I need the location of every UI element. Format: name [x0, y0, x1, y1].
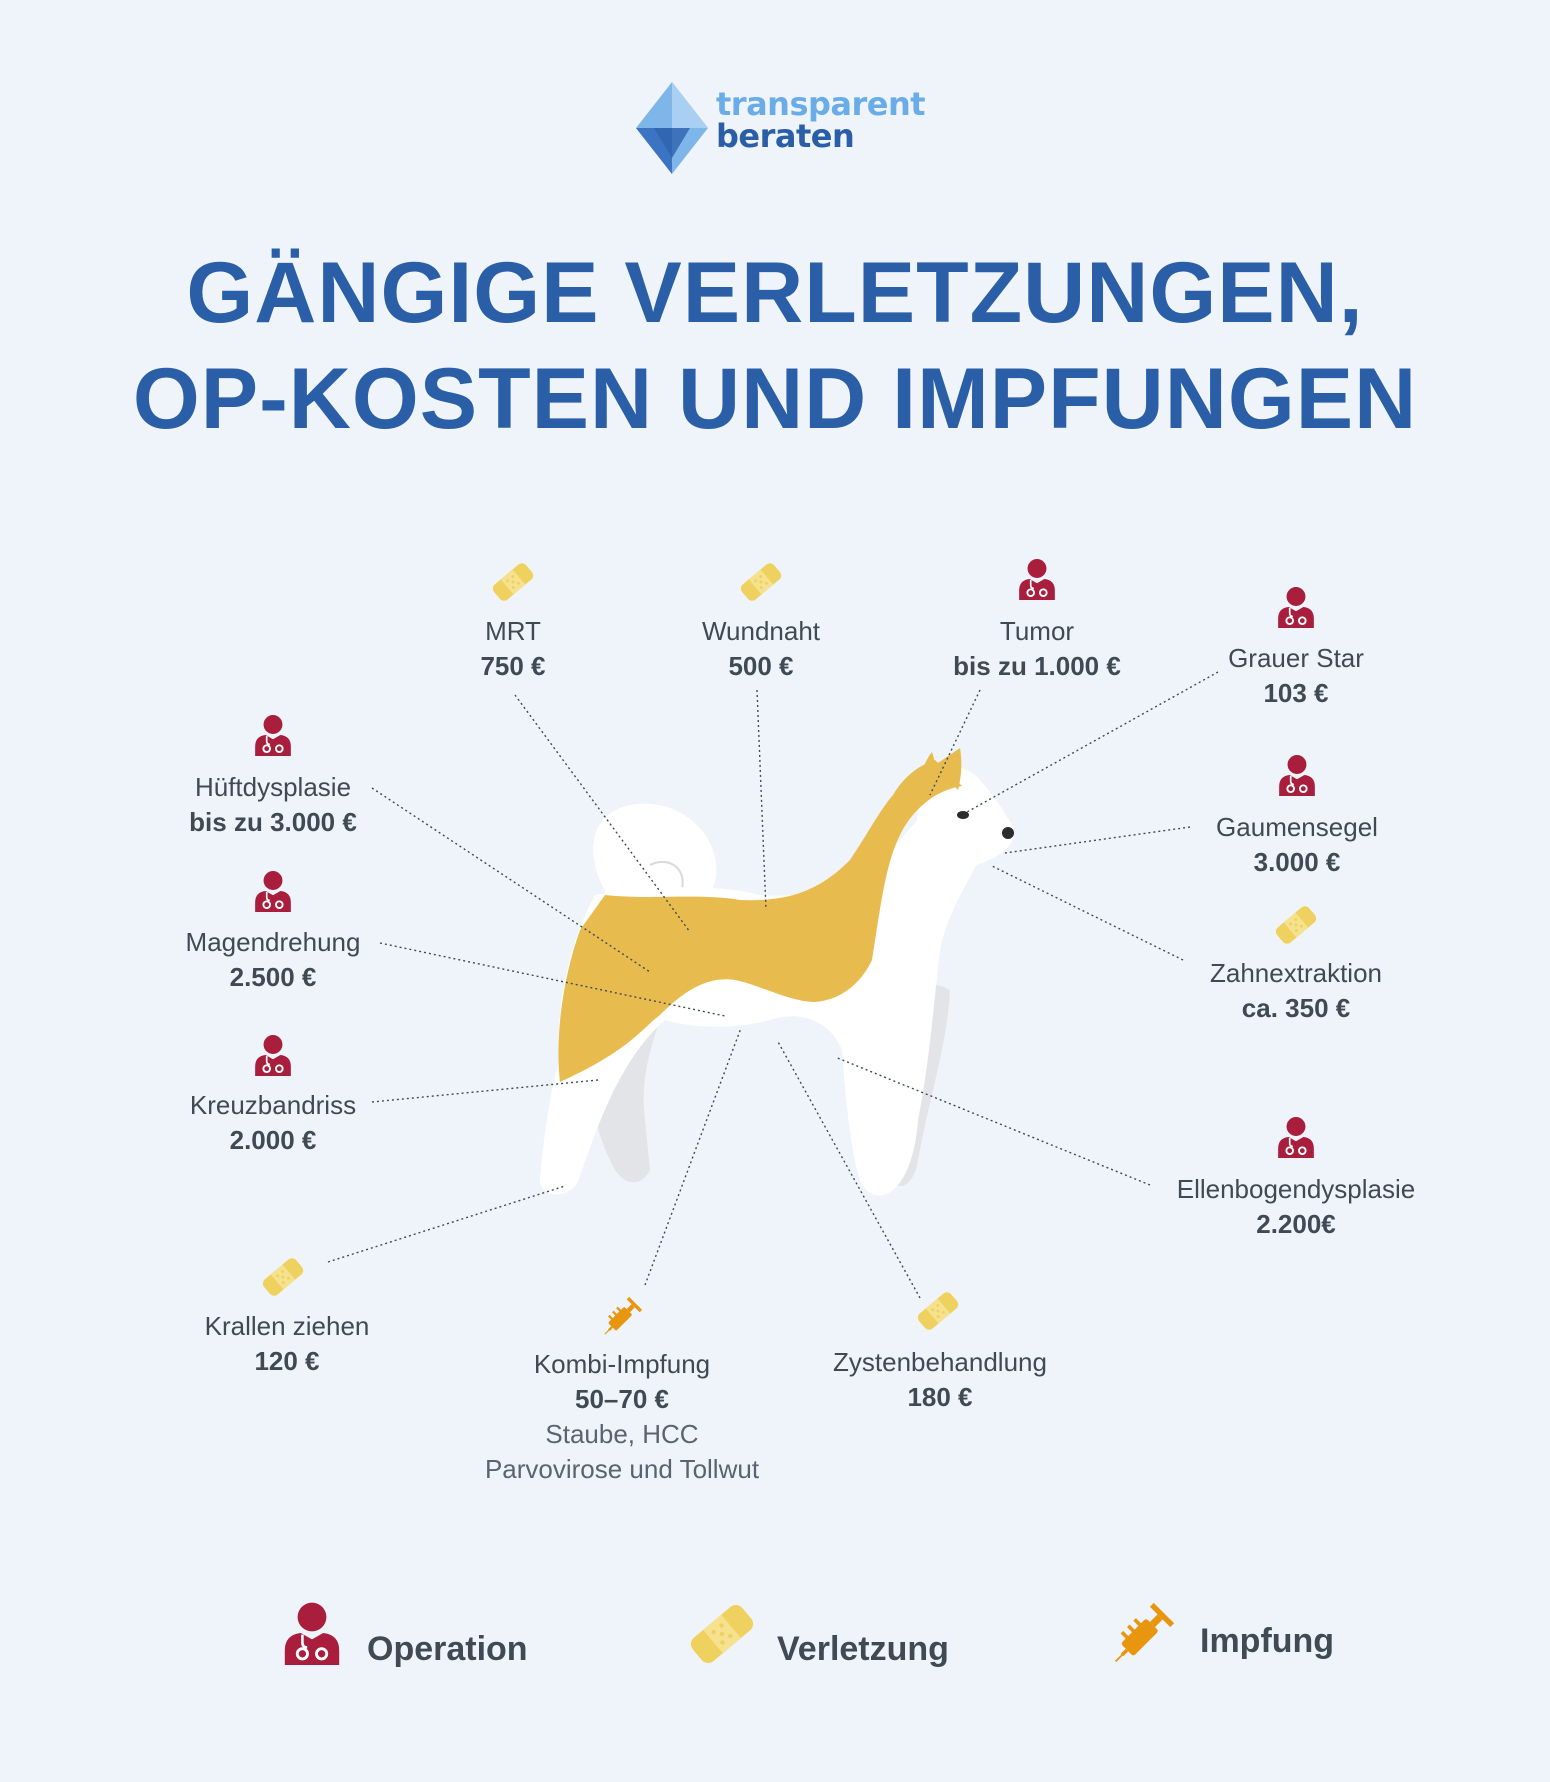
- logo-line-1: transparent: [716, 85, 926, 123]
- item-magendrehung: [153, 925, 393, 995]
- legend-syringe-icon: [1105, 1600, 1177, 1672]
- dog-eye: [957, 811, 969, 819]
- item-price: 120 €: [254, 1346, 320, 1376]
- item-price: 750 €: [480, 651, 546, 681]
- logo-line-2: beraten: [716, 117, 855, 155]
- krallen-ziehen-bandage-icon: [261, 1255, 305, 1299]
- item-label: Tumor: [999, 616, 1075, 646]
- mrt-bandage-icon: [491, 560, 535, 604]
- item-label: Wundnaht: [701, 616, 821, 646]
- item-price: 3.000 €: [1253, 847, 1341, 877]
- item-kombi-impfung: [472, 1347, 772, 1487]
- item-label: MRT: [485, 616, 541, 646]
- item-price: 180 €: [907, 1382, 973, 1412]
- item-label: Zahnextraktion: [1210, 958, 1382, 988]
- item-ellenbogendysplasie: [1146, 1172, 1446, 1242]
- item-price: ca. 350 €: [1241, 993, 1351, 1023]
- item-tumor: [917, 614, 1157, 684]
- ellenbogendysplasie-doctor-icon: [1275, 1116, 1317, 1158]
- item-label: Magendrehung: [185, 927, 361, 957]
- item-zahnextraktion: [1176, 956, 1416, 1026]
- item-note: Staube, HCC: [545, 1419, 699, 1449]
- line-gaumensegel: [1005, 827, 1190, 853]
- legend-operation: Operation: [367, 1630, 528, 1668]
- item-grauer-star: [1176, 641, 1416, 711]
- dog-nose: [1002, 827, 1014, 839]
- item-gaumensegel: [1177, 810, 1417, 880]
- item-label: Kombi-Impfung: [533, 1349, 711, 1379]
- item-price: bis zu 1.000 €: [953, 651, 1121, 681]
- legend-bandage-icon: [688, 1600, 756, 1668]
- zystenbehandlung-bandage-icon: [916, 1289, 960, 1333]
- item-price: 103 €: [1263, 678, 1329, 708]
- item-label: Krallen ziehen: [204, 1311, 370, 1341]
- line-kombi-impfung: [645, 1028, 741, 1285]
- hueftdysplasie-doctor-icon: [252, 714, 294, 756]
- item-label: Hüftdysplasie: [194, 772, 352, 802]
- line-zahnextraktion: [992, 866, 1183, 960]
- item-label: Zystenbehandlung: [833, 1347, 1047, 1377]
- item-zystenbehandlung: [790, 1345, 1090, 1415]
- wundnaht-bandage-icon: [739, 560, 783, 604]
- item-price: 50–70 €: [575, 1384, 669, 1414]
- legend-injury: Verletzung: [777, 1630, 949, 1668]
- item-label: Ellenbogendysplasie: [1176, 1174, 1416, 1204]
- item-price: 2.500 €: [229, 962, 317, 992]
- gaumensegel-doctor-icon: [1276, 754, 1318, 796]
- line-krallen-ziehen: [328, 1186, 565, 1262]
- legend-doctor-icon: [280, 1601, 344, 1665]
- tumor-doctor-icon: [1016, 558, 1058, 600]
- title-line-1: GÄNGIGE VERLETZUNGEN,: [186, 245, 1364, 341]
- magendrehung-doctor-icon: [252, 870, 294, 912]
- item-label: Gaumensegel: [1216, 812, 1378, 842]
- legend-vaccination: Impfung: [1200, 1622, 1335, 1660]
- item-label: Kreuzbandriss: [189, 1090, 357, 1120]
- item-krallen-ziehen: [167, 1309, 407, 1379]
- item-kreuzbandriss: [153, 1088, 393, 1158]
- item-note: Parvovirose und Tollwut: [484, 1454, 760, 1484]
- item-price: 500 €: [728, 651, 794, 681]
- item-price: 2.200€: [1256, 1209, 1336, 1239]
- kreuzbandriss-doctor-icon: [252, 1034, 294, 1076]
- item-mrt: [413, 614, 613, 684]
- zahnextraktion-bandage-icon: [1274, 903, 1318, 947]
- grauer-star-doctor-icon: [1275, 586, 1317, 628]
- item-price: bis zu 3.000 €: [189, 807, 357, 837]
- kombi-impfung-syringe-icon: [598, 1295, 644, 1341]
- line-wundnaht: [757, 690, 766, 910]
- item-label: Grauer Star: [1228, 643, 1364, 673]
- item-wundnaht: [661, 614, 861, 684]
- item-hueftdysplasie: [153, 770, 393, 840]
- item-price: 2.000 €: [229, 1125, 317, 1155]
- title-line-2: OP-KOSTEN UND IMPFUNGEN: [132, 351, 1418, 447]
